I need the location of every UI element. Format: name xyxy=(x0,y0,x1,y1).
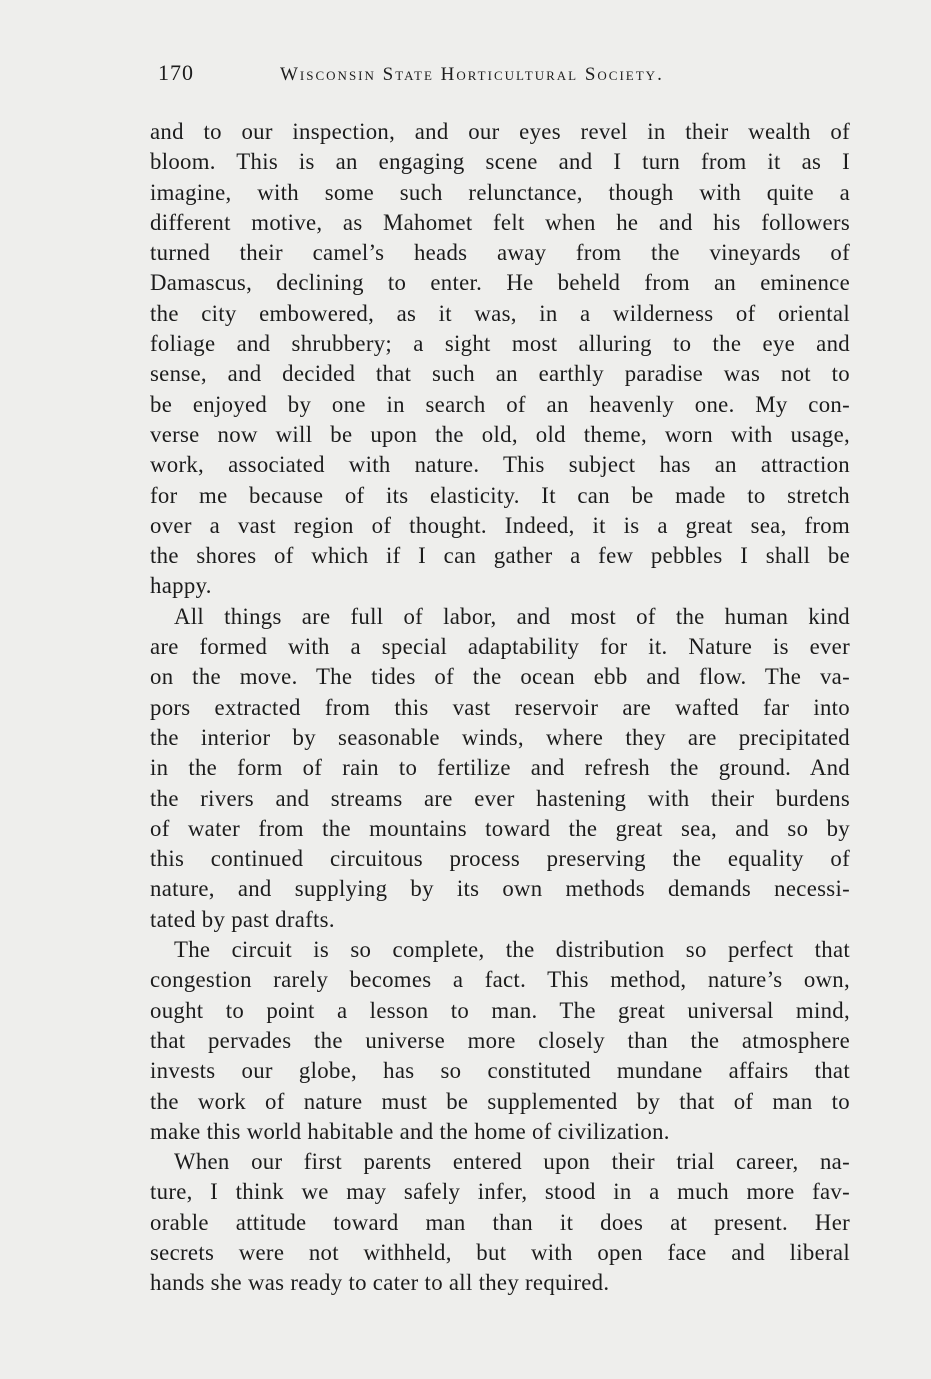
text-line: hands she was ready to cater to all they required. xyxy=(150,1270,610,1296)
text-line: different motive, as Mahomet felt when he and his followers xyxy=(150,209,850,235)
text-line: are formed with a special adaptability for it. Nature is ever xyxy=(150,634,850,660)
text-line: work, associated with nature. This subject has an attraction xyxy=(150,452,850,478)
text-line: the rivers and streams are ever hastening with their burdens xyxy=(150,785,850,811)
page-header xyxy=(150,60,850,94)
text-line: and to our inspection, and our eyes revel in their wealth of xyxy=(150,119,850,144)
text-line: All things are full of labor, and most of the human kind xyxy=(174,603,850,629)
text-line: congestion rarely becomes a fact. This method, nature’s own, xyxy=(150,967,850,993)
text-line: happy. xyxy=(150,573,212,599)
text-line: this continued circuitous process preserving the equality of xyxy=(150,846,850,872)
text-line: imagine, with some such relunctance, though with quite a xyxy=(150,179,850,205)
text-line: be enjoyed by one in search of an heavenly one. My con- xyxy=(150,391,850,417)
text-line: that pervades the universe more closely than the atmosphere xyxy=(150,1027,850,1053)
text-line: secrets were not withheld, but with open face and liberal xyxy=(150,1239,850,1265)
text-line: for me because of its elasticity. It can be made to stretch xyxy=(150,482,850,508)
text-line: the work of nature must be supplemented by that of man to xyxy=(150,1088,850,1114)
paragraph xyxy=(150,935,850,1147)
text-line: the shores of which if I can gather a few pebbles I shall be xyxy=(150,543,850,569)
text-line: Damascus, declining to enter. He beheld from an eminence xyxy=(150,270,850,296)
text-line: sense, and decided that such an earthly paradise was not to xyxy=(150,361,850,387)
page-number: 170 xyxy=(158,60,194,85)
text-line: tated by past drafts. xyxy=(150,906,335,932)
text-line: verse now will be upon the old, old theme, worn with usage, xyxy=(150,421,850,447)
paragraph xyxy=(150,1147,850,1298)
text-line: pors extracted from this vast reservoir are wafted far into xyxy=(150,694,850,720)
text-line: When our first parents entered upon their trial career, na- xyxy=(174,1149,850,1175)
paragraph xyxy=(150,602,850,935)
body-text xyxy=(150,117,850,1299)
text-line: in the form of rain to fertilize and refresh the ground. And xyxy=(150,755,850,781)
text-line: the city embowered, as it was, in a wilderness of oriental xyxy=(150,300,850,326)
text-line: ture, I think we may safely infer, stood in a much more fav- xyxy=(150,1179,850,1205)
text-line: nature, and supplying by its own methods demands necessi- xyxy=(150,876,850,902)
text-line: orable attitude toward man than it does at present. Her xyxy=(150,1209,850,1235)
text-line: foliage and shrubbery; a sight most alluring to the eye and xyxy=(150,331,850,357)
text-line: The circuit is so complete, the distribution so perfect that xyxy=(174,937,850,963)
running-head: Wisconsin State Horticultural Society. xyxy=(280,64,664,85)
text-line: the interior by seasonable winds, where they are precipitated xyxy=(150,724,850,750)
text-line: on the move. The tides of the ocean ebb and flow. The va- xyxy=(150,664,850,690)
text-line: bloom. This is an engaging scene and I turn from it as I xyxy=(150,149,850,175)
text-line: invests our globe, has so constituted mundane affairs that xyxy=(150,1058,850,1084)
text-line: of water from the mountains toward the great sea, and so by xyxy=(150,815,850,841)
text-line: over a vast region of thought. Indeed, it is a great sea, from xyxy=(150,512,850,538)
paragraph xyxy=(150,117,850,602)
text-line: turned their camel’s heads away from the vineyards of xyxy=(150,240,850,266)
text-line: ought to point a lesson to man. The great universal mind, xyxy=(150,997,850,1023)
text-line: make this world habitable and the home of civilization. xyxy=(150,1118,670,1144)
